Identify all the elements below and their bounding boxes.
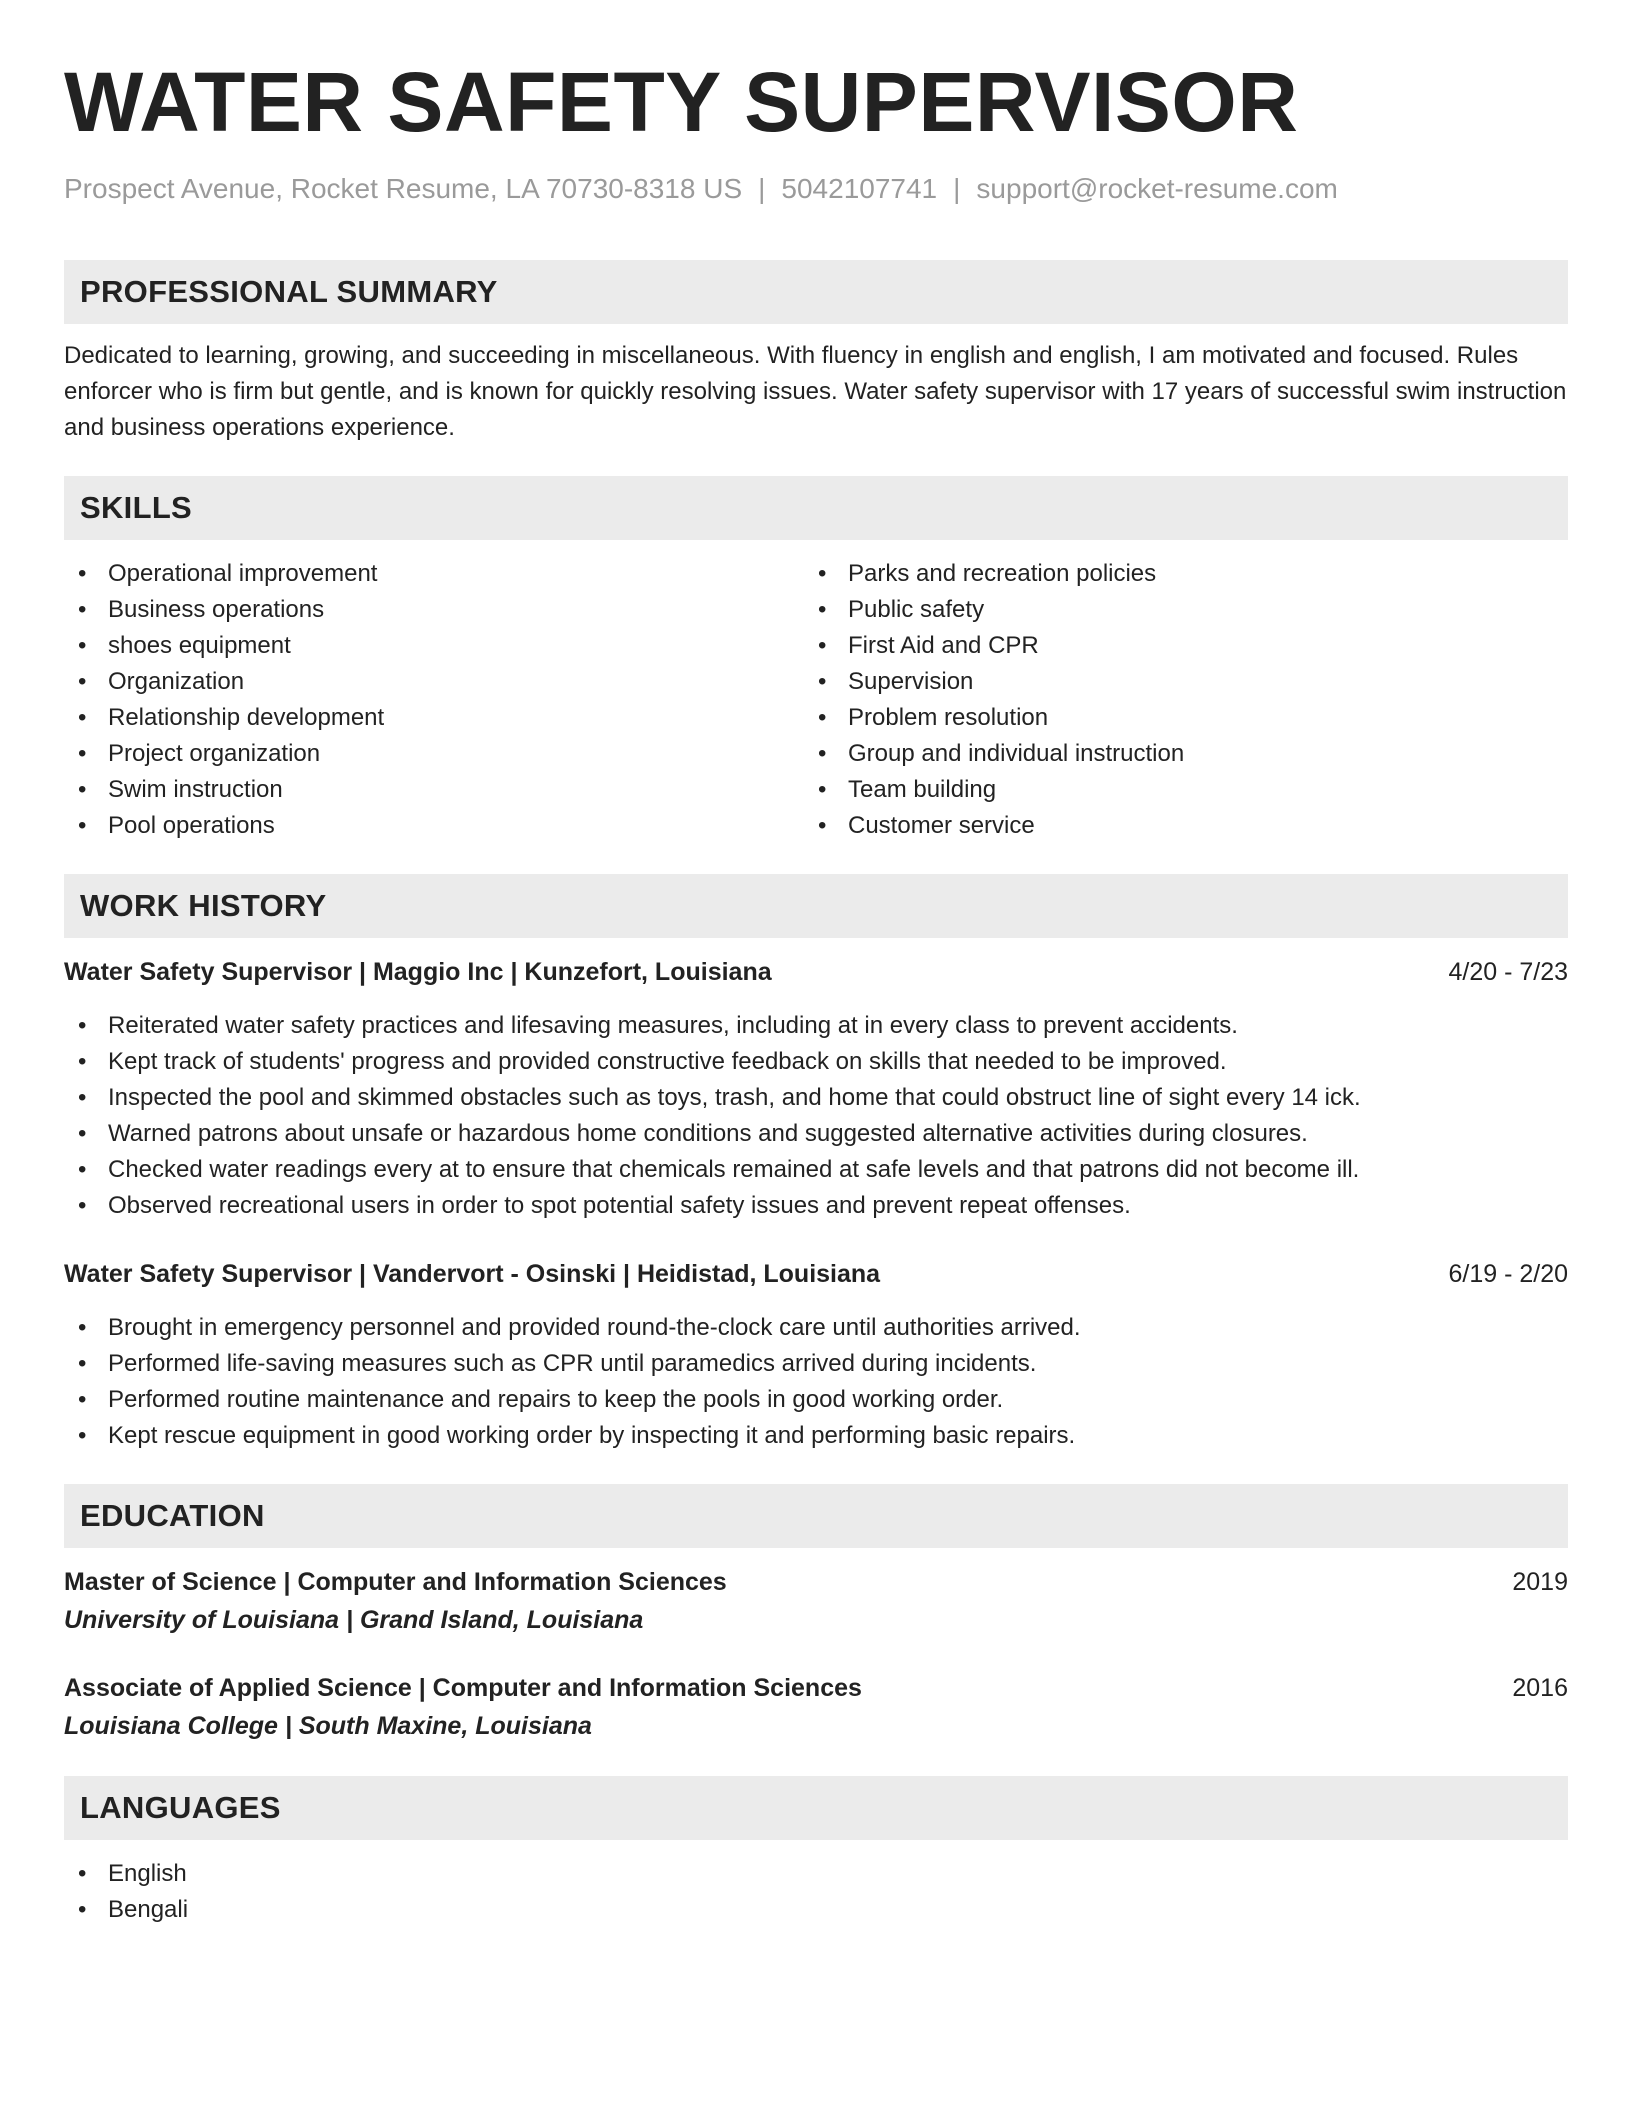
language-item: • Bengali [64,1892,1568,1928]
skill-item: • Swim instruction [64,772,804,808]
job-bullet: • Brought in emergency personnel and provided round-the-clock care until authorities arrived. [64,1310,1568,1346]
skill-item: • Parks and recreation policies [804,556,1544,592]
job-header [64,954,1568,990]
education-degree: Master of Science | Computer and Information Sciences [64,1568,727,1596]
job-bullet: • Kept track of students' progress and provided constructive feedback on skills that needed to be improved. [64,1044,1568,1080]
job-dates: 6/19 - 2/20 [1448,1260,1568,1288]
education-year: 2016 [1512,1674,1568,1702]
job-bullet: • Reiterated water safety practices and lifesaving measures, including at in every class to prevent accidents. [64,1008,1568,1044]
education-school: Louisiana College | South Maxine, Louisiana [64,1712,592,1740]
skill-item: • Customer service [804,808,1544,844]
contact-separator: | [953,173,961,204]
skill-item: • Operational improvement [64,556,804,592]
education-degree: Associate of Applied Science | Computer and Information Sciences [64,1674,862,1702]
job-bullet-list [64,1310,1568,1454]
section-heading-skills: SKILLS [64,476,1568,540]
job-header [64,1256,1568,1292]
section-heading-education: EDUCATION [64,1484,1568,1548]
job-bullet-list [64,1008,1568,1224]
section-heading-summary: PROFESSIONAL SUMMARY [64,260,1568,324]
skill-item: • Business operations [64,592,804,628]
education-entry [64,1564,1568,1640]
education-entry [64,1670,1568,1746]
job-entry [64,954,1568,1224]
job-dates: 4/20 - 7/23 [1448,958,1568,986]
job-bullet: • Observed recreational users in order to spot potential safety issues and prevent repeat offenses. [64,1188,1568,1224]
job-title: Water Safety Supervisor | Vandervort - Osinski | Heidistad, Louisiana [64,1260,881,1288]
education-year: 2019 [1512,1568,1568,1596]
job-title: Water Safety Supervisor | Maggio Inc | Kunzefort, Louisiana [64,958,772,986]
skills-list-right [804,556,1544,844]
languages-list [64,1856,1568,1928]
contact-phone: 5042107741 [781,173,938,204]
education-header [64,1564,1568,1600]
skill-item: • shoes equipment [64,628,804,664]
skill-item: • Relationship development [64,700,804,736]
skill-item: • Project organization [64,736,804,772]
skill-item: • Organization [64,664,804,700]
section-heading-work-history: WORK HISTORY [64,874,1568,938]
job-bullet: • Warned patrons about unsafe or hazardous home conditions and suggested alternative activities during closures. [64,1116,1568,1152]
education-school: University of Louisiana | Grand Island, Louisiana [64,1606,644,1634]
resume-name: WATER SAFETY SUPERVISOR [64,55,1299,149]
skills-list-left [64,556,804,844]
skill-item: • Pool operations [64,808,804,844]
skills-columns [64,556,1568,844]
skill-item: • Supervision [804,664,1544,700]
job-bullet: • Kept rescue equipment in good working order by inspecting it and performing basic repairs. [64,1418,1568,1454]
job-entry [64,1256,1568,1454]
contact-address: Prospect Avenue, Rocket Resume, LA 70730-8318 US [64,173,743,204]
job-bullet: • Inspected the pool and skimmed obstacles such as toys, trash, and home that could obstruct line of sight every 14 ick. [64,1080,1568,1116]
job-bullet: • Performed life-saving measures such as CPR until paramedics arrived during incidents. [64,1346,1568,1382]
job-bullet: • Performed routine maintenance and repairs to keep the pools in good working order. [64,1382,1568,1418]
contact-email: support@rocket-resume.com [976,173,1338,204]
summary-text: Dedicated to learning, growing, and succeeding in miscellaneous. With fluency in english and english, I am motivated and focused. Rules enforcer who is firm but gentle, and is known for quickly resolving issues. Water safety supervisor with 17 years of successful swim instruction and business operations experience. [64,342,1567,441]
skill-item: • Team building [804,772,1544,808]
section-heading-languages: LANGUAGES [64,1776,1568,1840]
skill-item: • First Aid and CPR [804,628,1544,664]
skill-item: • Public safety [804,592,1544,628]
skill-item: • Group and individual instruction [804,736,1544,772]
contact-line [64,172,1568,206]
language-item: • English [64,1856,1568,1892]
contact-separator: | [758,173,766,204]
job-bullet: • Checked water readings every at to ensure that chemicals remained at safe levels and that patrons did not become ill. [64,1152,1568,1188]
education-header [64,1670,1568,1706]
skill-item: • Problem resolution [804,700,1544,736]
